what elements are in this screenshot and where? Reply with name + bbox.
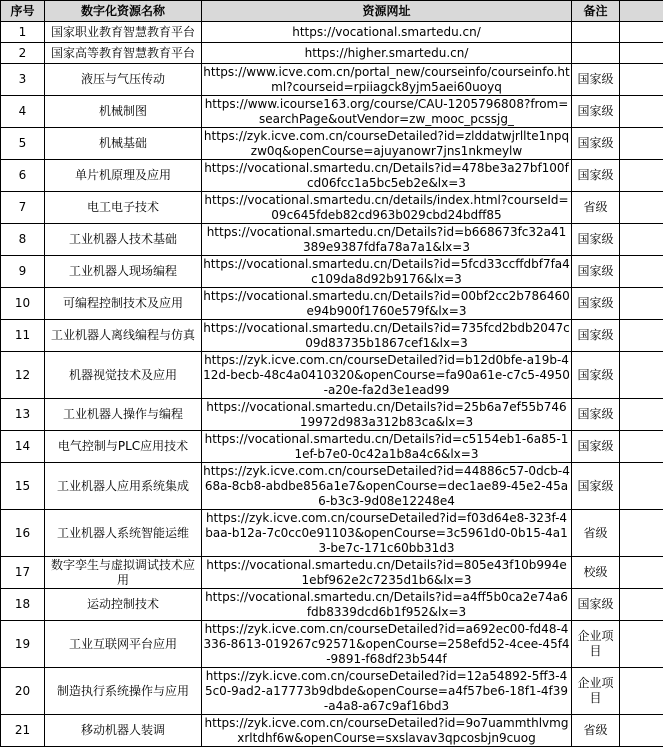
table-row — [1, 320, 663, 352]
table-row — [1, 288, 663, 320]
cell-url: https://zyk.icve.com.cn/courseDetailed?id=b12d0bfe-a19b-412d-becb-48c4a0410320&openCourse=fa90a61e-c7c5-4950-a20e-fa2d3e1ead99 — [203, 352, 570, 397]
cell-extra — [620, 96, 663, 128]
cell-extra — [620, 256, 663, 288]
cell-no: 13 — [1, 399, 45, 431]
cell-no: 7 — [1, 192, 45, 224]
table-row — [1, 715, 663, 747]
cell-no: 17 — [1, 557, 45, 589]
cell-note: 国家级 — [572, 320, 620, 352]
cell-extra — [620, 668, 663, 715]
cell-note: 国家级 — [572, 96, 620, 128]
table-row — [1, 399, 663, 431]
table-row — [1, 352, 663, 399]
cell-no: 4 — [1, 96, 45, 128]
cell-url: https://zyk.icve.com.cn/courseDetailed?id=zlddatwjrllte1npqzw0q&openCourse=ajuyanowr7jns1nkmeylw — [202, 128, 572, 160]
cell-no: 14 — [1, 431, 45, 463]
cell-extra — [620, 589, 663, 621]
cell-note: 国家级 — [572, 64, 620, 96]
cell-url: https://vocational.smartedu.cn/ — [202, 22, 572, 43]
cell-extra — [620, 352, 663, 399]
cell-no: 21 — [1, 715, 45, 747]
cell-note: 国家级 — [572, 463, 620, 510]
cell-url: https://zyk.icve.com.cn/courseDetailed?id=f03d64e8-323f-4baa-b12a-7c0cc0e91103&openCourse=3c5961d0-0b15-4a13-be7c-171c60bb31d3 — [202, 510, 572, 557]
cell-url: https://vocational.smartedu.cn/Details?id=805e43f10b994e1ebf962e2c7235d1b6&lx=3 — [202, 557, 572, 589]
table-row — [1, 431, 663, 463]
cell-no: 20 — [1, 668, 45, 715]
table-row — [1, 463, 663, 510]
cell-no: 19 — [1, 621, 45, 668]
cell-note: 省级 — [572, 715, 620, 747]
cell-note: 国家级 — [572, 224, 620, 256]
cell-name: 工业机器人技术基础 — [45, 224, 202, 256]
cell-extra — [620, 510, 663, 557]
table-row — [1, 128, 663, 160]
table-row — [1, 96, 663, 128]
table-row — [1, 160, 663, 192]
cell-name: 工业机器人离线编程与仿真 — [45, 320, 202, 352]
cell-extra — [620, 715, 663, 747]
cell-url: https://www.icourse163.org/course/CAU-1205796808?from=searchPage&outVendor=zw_mooc_pcssjg_ — [202, 96, 572, 128]
table-row — [1, 43, 663, 64]
cell-note: 国家级 — [572, 399, 620, 431]
cell-name: 机械制图 — [45, 96, 202, 128]
cell-url: https://www.icve.com.cn/portal_new/courseinfo/courseinfo.html?courseid=rpiiagck8yjm5aei60uoyq — [203, 64, 570, 94]
cell-extra — [620, 22, 663, 43]
cell-extra — [620, 43, 663, 64]
cell-no: 5 — [1, 128, 45, 160]
cell-extra — [620, 64, 663, 96]
header-row — [1, 1, 663, 22]
cell-extra — [620, 431, 663, 463]
cell-note: 省级 — [572, 510, 620, 557]
table-row — [1, 621, 663, 668]
cell-name: 数字孪生与虚拟调试技术应用 — [45, 557, 202, 589]
header-name: 数字化资源名称 — [45, 1, 202, 22]
header-url: 资源网址 — [202, 1, 572, 22]
cell-note: 企业项目 — [572, 621, 620, 668]
cell-note: 企业项目 — [572, 668, 620, 715]
cell-name: 移动机器人装调 — [45, 715, 202, 747]
cell-no: 9 — [1, 256, 45, 288]
table-row — [1, 557, 663, 589]
cell-note: 国家级 — [572, 589, 620, 621]
cell-extra — [620, 399, 663, 431]
cell-name: 运动控制技术 — [45, 589, 202, 621]
header-no: 序号 — [1, 1, 45, 22]
table-row — [1, 510, 663, 557]
cell-name: 工业机器人系统智能运维 — [45, 510, 202, 557]
cell-name: 单片机原理及应用 — [45, 160, 202, 192]
header-note: 备注 — [572, 1, 620, 22]
cell-url: https://vocational.smartedu.cn/details/index.html?courseId=09c645fdeb82cd963b029cbd24bdff85 — [202, 192, 572, 224]
cell-note: 国家级 — [572, 352, 620, 399]
cell-name: 液压与气压传动 — [45, 64, 202, 96]
cell-name: 工业互联网平台应用 — [45, 621, 202, 668]
cell-extra — [620, 557, 663, 589]
cell-name: 国家职业教育智慧教育平台 — [45, 22, 202, 43]
cell-note — [572, 22, 620, 43]
cell-note: 省级 — [572, 192, 620, 224]
table-row — [1, 224, 663, 256]
cell-url: https://zyk.icve.com.cn/courseDetailed?id=44886c57-0dcb-468a-8cb8-abdbe856a1e7&openCourse=dec1ae89-45e2-45a6-b3c3-9d08e12248e4 — [203, 463, 570, 508]
cell-no: 6 — [1, 160, 45, 192]
cell-no: 8 — [1, 224, 45, 256]
cell-no: 2 — [1, 43, 45, 64]
cell-extra — [620, 288, 663, 320]
table-row — [1, 256, 663, 288]
cell-note: 国家级 — [572, 128, 620, 160]
cell-name: 工业机器人现场编程 — [45, 256, 202, 288]
cell-no: 3 — [1, 64, 45, 96]
cell-extra — [620, 224, 663, 256]
cell-url: https://vocational.smartedu.cn/Details?id=25b6a7ef55b74619972d983a312b83ca&lx=3 — [202, 399, 572, 431]
cell-no: 12 — [1, 352, 45, 399]
cell-url: https://higher.smartedu.cn/ — [202, 43, 572, 64]
cell-url: https://zyk.icve.com.cn/courseDetailed?id=a692ec00-fd48-4336-8613-019267c92571&openCourse=258efd52-4cee-45f4-9891-f68df23b544f — [203, 621, 570, 666]
cell-note: 国家级 — [572, 288, 620, 320]
cell-name: 电气控制与PLC应用技术 — [45, 431, 202, 463]
table-row — [1, 64, 663, 96]
cell-name: 机器视觉技术及应用 — [45, 352, 202, 399]
cell-no: 16 — [1, 510, 45, 557]
cell-url: https://zyk.icve.com.cn/courseDetailed?id=9o7uammthlvmgxrltdhf6w&openCourse=sxslavav3qpcosbjn9cuog — [202, 715, 572, 747]
cell-url: https://vocational.smartedu.cn/Details?id=b668673fc32a41389e9387fdfa78a7a1&lx=3 — [202, 224, 572, 256]
cell-url: https://zyk.icve.com.cn/courseDetailed?id=12a54892-5ff3-45c0-9ad2-a17773b9dbde&openCourse=a4f57be6-18f1-4f39-a4a8-a67c9af16bd3 — [202, 668, 572, 715]
table-row — [1, 668, 663, 715]
cell-extra — [620, 160, 663, 192]
table-row — [1, 589, 663, 621]
cell-no: 10 — [1, 288, 45, 320]
cell-note: 校级 — [572, 557, 620, 589]
table-row — [1, 22, 663, 43]
cell-url: https://vocational.smartedu.cn/Details?id=5fcd33ccffdbf7fa4c109da8d92b9176&lx=3 — [203, 256, 570, 286]
cell-note: 国家级 — [572, 256, 620, 288]
cell-url: https://vocational.smartedu.cn/Details?id=c5154eb1-6a85-11ef-b7e0-0c42a1b8a4c6&lx=3 — [202, 431, 572, 463]
cell-no: 15 — [1, 463, 45, 510]
cell-note: 国家级 — [572, 160, 620, 192]
cell-no: 1 — [1, 22, 45, 43]
cell-note — [572, 43, 620, 64]
header-extra — [620, 1, 663, 22]
cell-name: 可编程控制技术及应用 — [45, 288, 202, 320]
cell-url: https://vocational.smartedu.cn/Details?id=478be3a27bf100fcd06fcc1a5bc5eb2e&lx=3 — [202, 160, 572, 192]
cell-extra — [620, 621, 663, 668]
cell-no: 11 — [1, 320, 45, 352]
cell-extra — [620, 192, 663, 224]
cell-name: 机械基础 — [45, 128, 202, 160]
cell-name: 制造执行系统操作与应用 — [45, 668, 202, 715]
cell-note: 国家级 — [572, 431, 620, 463]
cell-extra — [620, 463, 663, 510]
cell-extra — [620, 320, 663, 352]
cell-url: https://vocational.smartedu.cn/Details?id=00bf2cc2b786460e94b900f1760e579f&lx=3 — [203, 288, 570, 318]
cell-name: 国家高等教育智慧教育平台 — [45, 43, 202, 64]
cell-name: 工业机器人操作与编程 — [45, 399, 202, 431]
cell-no: 18 — [1, 589, 45, 621]
cell-url: https://vocational.smartedu.cn/Details?id=735fcd2bdb2047c09d83735b1867cef1&lx=3 — [203, 320, 570, 350]
cell-name: 电工电子技术 — [45, 192, 202, 224]
cell-name: 工业机器人应用系统集成 — [45, 463, 202, 510]
cell-extra — [620, 128, 663, 160]
cell-url: https://vocational.smartedu.cn/Details?id=a4ff5b0ca2e74a6fdb8339dcd6b1f952&lx=3 — [202, 589, 572, 621]
table-row — [1, 192, 663, 224]
